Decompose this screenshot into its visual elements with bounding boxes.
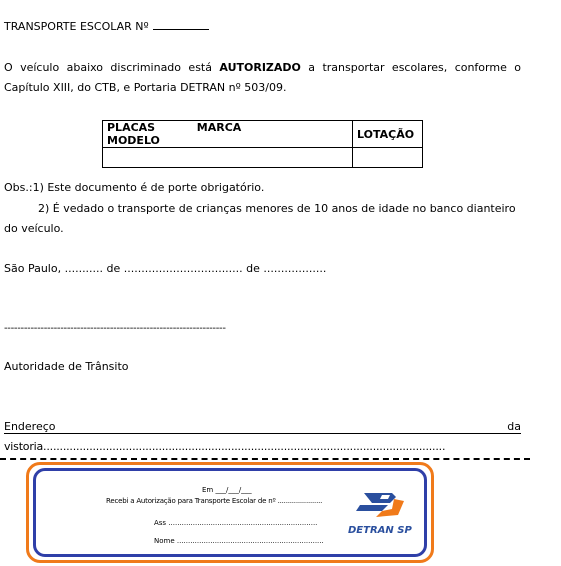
receipt-received-line: Recebi a Autorização para Transporte Escolar de nº ...................... [106,497,323,505]
capacity-data-cell [353,148,423,168]
detran-logo-text: DETRAN SP [348,525,412,536]
receipt-inner-frame [33,468,427,557]
document-title [4,20,209,33]
vehicle-table-data-row [103,148,423,168]
obs-line-1: Obs.:1) Este documento é de porte obrigatório. [4,181,265,194]
authority-label: Autoridade de Trânsito [4,360,129,373]
address-label: Endereço [4,420,56,433]
header-placas-marca [103,121,353,148]
vehicle-table [102,120,423,168]
header-lotacao: LOTAÇÃO [353,121,423,148]
cut-line [0,458,530,460]
place-date-line: São Paulo, ........... de .................................. de .................. [4,262,327,275]
detran-logo-icon [352,487,412,523]
obs-line-3: do veículo. [4,222,64,235]
title-text: TRANSPORTE ESCOLAR Nº [4,20,149,33]
vehicle-data-cell [103,148,353,168]
auth-text-after: a transportar escolares, conforme o [300,61,521,74]
authorized-keyword: AUTORIZADO [219,61,301,74]
number-blank-line [153,20,209,30]
address-line [4,420,521,434]
authorization-line-1 [4,61,521,74]
address-suffix: da [507,420,521,433]
header-marca: MARCA [196,121,242,134]
authorization-line-2: Capítulo XIII, do CTB, e Portaria DETRAN nº 503/09. [4,81,287,94]
receipt-stub [26,462,434,563]
receipt-signature-line: Ass ................................................................... [154,519,318,527]
receipt-date-line: Em ___/___/___ [202,486,252,494]
receipt-name-line: Nome .................................................................. [154,537,324,545]
vistoria-line: vistoria.......................................................................................................................... [4,440,446,453]
vehicle-table-header-row [103,121,423,148]
header-modelo: MODELO [107,134,160,147]
header-placas: PLACAS [107,121,156,134]
auth-text-before: O veículo abaixo discriminado está [4,61,220,74]
obs-line-2: 2) É vedado o transporte de crianças menores de 10 anos de idade no banco dianteiro [38,202,516,215]
signature-line: ------------------------------------------------------------------- [4,323,226,334]
